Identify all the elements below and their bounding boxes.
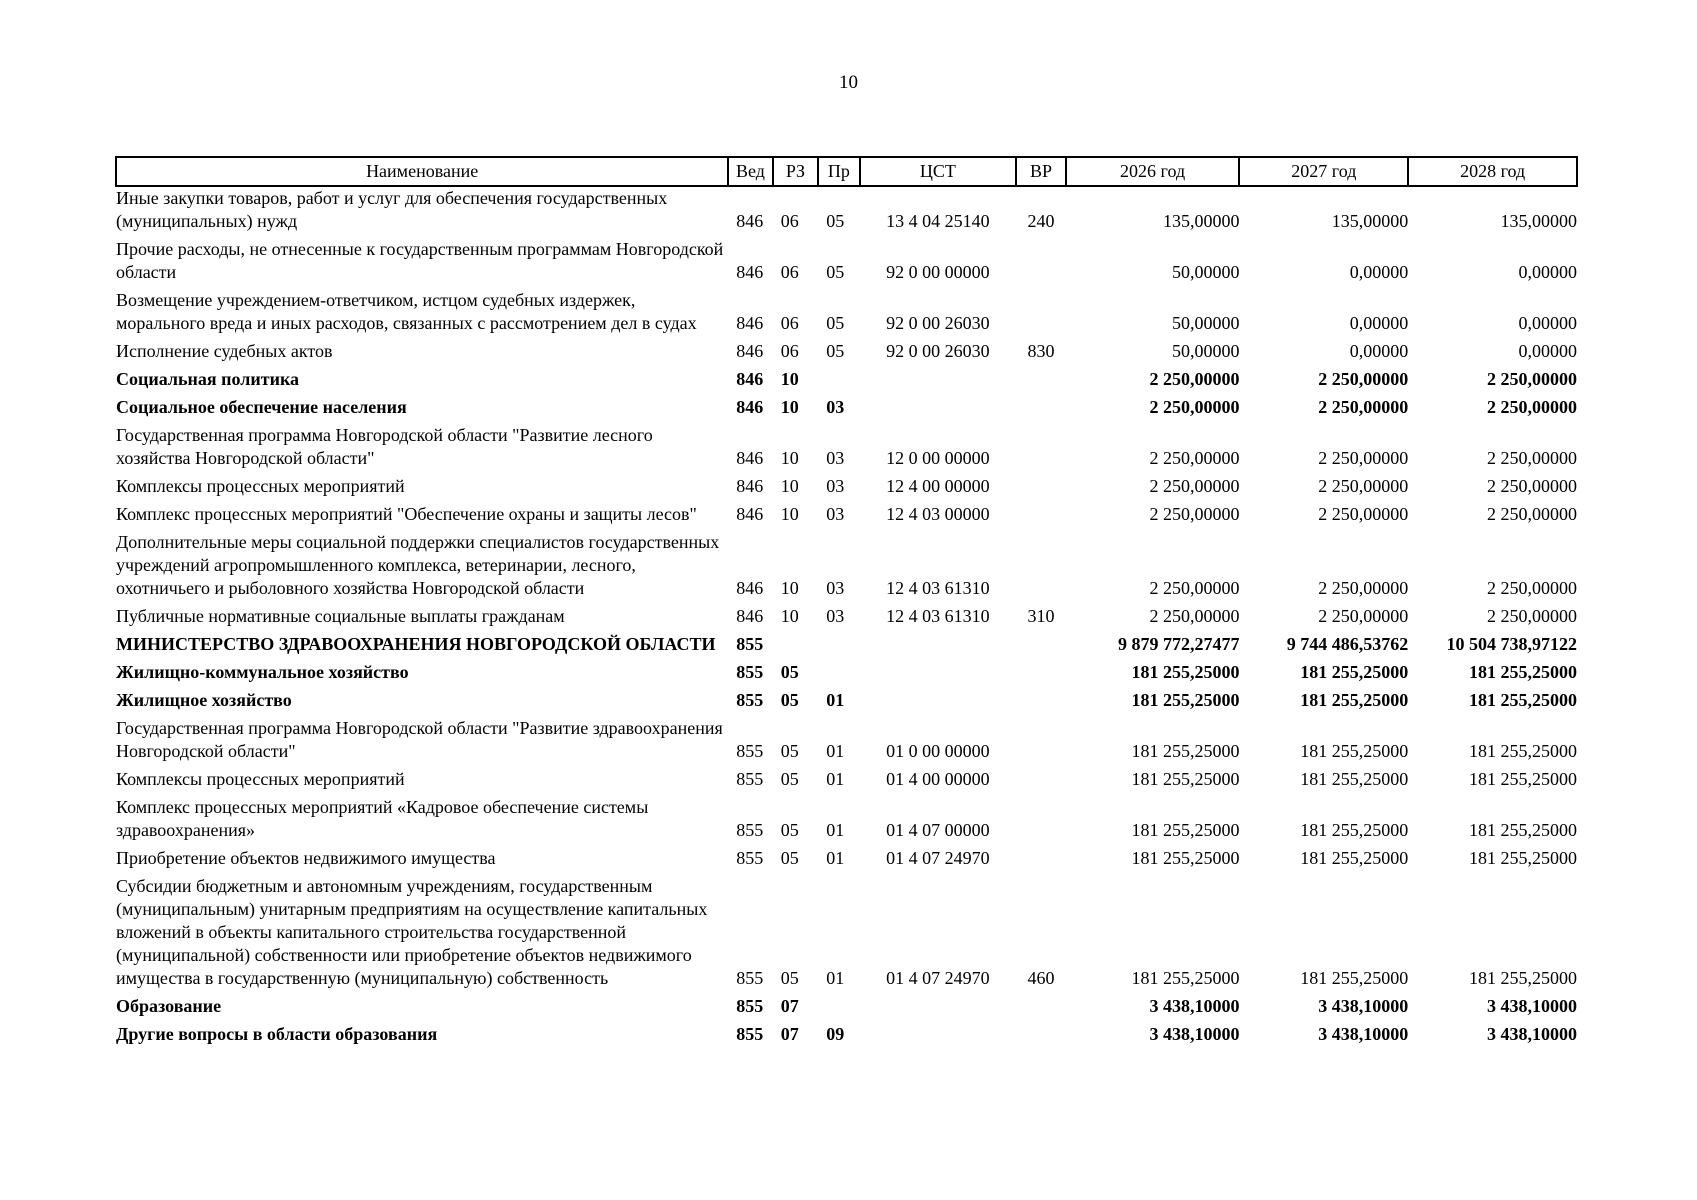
header-2026: 2026 год <box>1066 157 1240 186</box>
header-pr: Пр <box>818 157 859 186</box>
cell-vr <box>1016 470 1066 498</box>
cell-2028: 0,00000 <box>1518 341 1577 361</box>
table-row <box>116 870 1577 990</box>
cell-cst <box>860 628 1017 656</box>
cell-2028: 181 255,25000 <box>1469 769 1577 789</box>
cell-ved: 846 <box>736 341 764 361</box>
cell-pr: 03 <box>826 606 845 626</box>
cell-pr: 03 <box>826 476 845 496</box>
cell-2028: 181 255,25000 <box>1469 848 1577 868</box>
cell-vr <box>1016 1018 1066 1046</box>
cell-name: Комплексы процессных мероприятий <box>116 769 405 789</box>
cell-vr: 830 <box>1027 341 1055 361</box>
table-header-row <box>116 157 1577 186</box>
cell-2028: 3 438,10000 <box>1487 996 1577 1016</box>
cell-2026: 135,00000 <box>1162 211 1240 231</box>
table-row <box>116 600 1577 628</box>
cell-pr: 05 <box>826 313 845 333</box>
cell-2027: 9 744 486,53762 <box>1286 634 1409 654</box>
cell-vr: 240 <box>1027 211 1055 231</box>
table-row <box>116 186 1577 233</box>
cell-vr <box>1016 684 1066 712</box>
cell-2026: 3 438,10000 <box>1149 1024 1240 1044</box>
cell-rz: 06 <box>780 313 799 333</box>
cell-vr: 460 <box>1027 968 1055 988</box>
cell-vr <box>1016 391 1066 419</box>
cell-pr <box>818 656 859 684</box>
cell-cst: 12 4 00 00000 <box>886 476 990 496</box>
cell-vr <box>1016 363 1066 391</box>
cell-2028: 2 250,00000 <box>1487 578 1577 598</box>
cell-2026: 3 438,10000 <box>1149 996 1240 1016</box>
cell-2026: 2 250,00000 <box>1149 504 1240 524</box>
cell-rz: 05 <box>780 741 799 761</box>
header-cst: ЦСТ <box>860 157 1017 186</box>
cell-rz <box>773 628 818 656</box>
cell-2027: 181 255,25000 <box>1300 662 1409 682</box>
cell-cst: 12 4 03 61310 <box>886 606 990 626</box>
cell-cst <box>860 1018 1017 1046</box>
cell-rz: 06 <box>780 211 799 231</box>
table-row <box>116 233 1577 284</box>
cell-2026: 9 879 772,27477 <box>1117 634 1240 654</box>
cell-2027: 181 255,25000 <box>1300 690 1409 710</box>
cell-cst: 01 4 00 00000 <box>886 769 990 789</box>
cell-2026: 2 250,00000 <box>1149 606 1240 626</box>
cell-rz: 10 <box>780 504 799 524</box>
header-ved: Вед <box>728 157 772 186</box>
table-row <box>116 419 1577 470</box>
cell-pr: 09 <box>826 1024 845 1044</box>
cell-pr: 01 <box>826 968 845 988</box>
table-row <box>116 470 1577 498</box>
cell-2027: 2 250,00000 <box>1318 369 1409 389</box>
cell-2026: 181 255,25000 <box>1131 968 1240 988</box>
cell-name: Комплекс процессных мероприятий "Обеспечение охраны и защиты лесов" <box>116 504 697 524</box>
cell-2028: 2 250,00000 <box>1487 504 1577 524</box>
cell-2026: 181 255,25000 <box>1131 690 1240 710</box>
cell-pr: 03 <box>826 397 845 417</box>
table-row <box>116 1018 1577 1046</box>
cell-2027: 181 255,25000 <box>1300 769 1409 789</box>
cell-cst: 12 4 03 00000 <box>886 504 990 524</box>
cell-rz: 10 <box>780 606 799 626</box>
cell-2028: 2 250,00000 <box>1487 369 1577 389</box>
cell-vr <box>1016 526 1066 600</box>
cell-vr <box>1016 990 1066 1018</box>
cell-2027: 181 255,25000 <box>1300 820 1409 840</box>
cell-vr <box>1016 842 1066 870</box>
cell-rz: 05 <box>780 968 799 988</box>
cell-cst: 01 4 07 24970 <box>886 968 990 988</box>
cell-cst <box>860 391 1017 419</box>
cell-2028: 135,00000 <box>1500 211 1577 231</box>
cell-pr: 05 <box>826 262 845 282</box>
cell-cst <box>860 684 1017 712</box>
cell-rz: 05 <box>780 690 799 710</box>
cell-2026: 181 255,25000 <box>1131 662 1240 682</box>
cell-2026: 2 250,00000 <box>1149 578 1240 598</box>
cell-name: Прочие расходы, не отнесенные к государственным программам Новгородской области <box>116 239 724 282</box>
cell-vr <box>1016 419 1066 470</box>
table-row <box>116 712 1577 763</box>
cell-2026: 2 250,00000 <box>1149 369 1240 389</box>
cell-rz: 05 <box>780 848 799 868</box>
cell-2026: 181 255,25000 <box>1131 848 1240 868</box>
cell-ved: 846 <box>736 397 764 417</box>
cell-ved: 846 <box>736 369 764 389</box>
cell-cst: 01 4 07 00000 <box>886 820 990 840</box>
table-row <box>116 842 1577 870</box>
cell-name: Государственная программа Новгородской области "Развитие лесного хозяйства Новгородской области" <box>116 425 653 468</box>
cell-pr: 01 <box>826 848 845 868</box>
cell-cst <box>860 363 1017 391</box>
cell-vr <box>1016 498 1066 526</box>
cell-rz: 10 <box>780 476 799 496</box>
cell-rz: 05 <box>780 820 799 840</box>
cell-ved: 855 <box>736 690 764 710</box>
cell-ved: 855 <box>736 820 764 840</box>
cell-2027: 2 250,00000 <box>1318 448 1409 468</box>
cell-ved: 855 <box>736 968 764 988</box>
cell-cst <box>860 656 1017 684</box>
cell-pr: 01 <box>826 690 845 710</box>
cell-ved: 846 <box>736 578 764 598</box>
cell-2027: 2 250,00000 <box>1318 397 1409 417</box>
cell-ved: 855 <box>736 1024 764 1044</box>
cell-ved: 846 <box>736 313 764 333</box>
cell-cst: 92 0 00 00000 <box>886 262 990 282</box>
cell-rz: 07 <box>780 1024 799 1044</box>
cell-pr <box>818 363 859 391</box>
cell-name: Социальное обеспечение населения <box>116 397 407 417</box>
cell-2027: 181 255,25000 <box>1300 741 1409 761</box>
table-row <box>116 656 1577 684</box>
cell-2026: 2 250,00000 <box>1149 397 1240 417</box>
cell-2028: 181 255,25000 <box>1469 820 1577 840</box>
header-name: Наименование <box>116 157 728 186</box>
cell-pr: 01 <box>826 820 845 840</box>
cell-pr: 01 <box>826 769 845 789</box>
table-row <box>116 498 1577 526</box>
cell-cst: 92 0 00 26030 <box>886 313 990 333</box>
table-row <box>116 391 1577 419</box>
cell-cst: 13 4 04 25140 <box>886 211 990 231</box>
cell-vr <box>1016 791 1066 842</box>
cell-2027: 2 250,00000 <box>1318 606 1409 626</box>
cell-2027: 2 250,00000 <box>1318 504 1409 524</box>
cell-name: Образование <box>116 996 222 1016</box>
cell-2027: 0,00000 <box>1349 262 1409 282</box>
cell-cst: 12 4 03 61310 <box>886 578 990 598</box>
cell-2028: 181 255,25000 <box>1469 741 1577 761</box>
table-body <box>116 186 1577 1046</box>
cell-ved: 855 <box>736 769 764 789</box>
cell-pr: 03 <box>826 504 845 524</box>
cell-2028: 2 250,00000 <box>1487 476 1577 496</box>
cell-ved: 855 <box>736 996 764 1016</box>
cell-rz: 05 <box>780 769 799 789</box>
cell-ved: 846 <box>736 211 764 231</box>
cell-2026: 50,00000 <box>1171 313 1240 333</box>
cell-pr: 03 <box>826 578 845 598</box>
table-row <box>116 791 1577 842</box>
cell-2027: 3 438,10000 <box>1318 996 1409 1016</box>
cell-ved: 846 <box>736 504 764 524</box>
cell-2028: 3 438,10000 <box>1487 1024 1577 1044</box>
cell-2026: 181 255,25000 <box>1131 820 1240 840</box>
table-row <box>116 684 1577 712</box>
cell-name: Комплексы процессных мероприятий <box>116 476 405 496</box>
cell-ved: 855 <box>736 741 764 761</box>
cell-vr <box>1016 712 1066 763</box>
cell-cst: 01 0 00 00000 <box>886 741 990 761</box>
cell-2026: 181 255,25000 <box>1131 741 1240 761</box>
cell-cst: 92 0 00 26030 <box>886 341 990 361</box>
cell-2026: 181 255,25000 <box>1131 769 1240 789</box>
cell-2028: 0,00000 <box>1518 313 1577 333</box>
cell-rz: 07 <box>780 996 799 1016</box>
cell-pr: 05 <box>826 341 845 361</box>
cell-name: МИНИСТЕРСТВО ЗДРАВООХРАНЕНИЯ НОВГОРОДСКОЙ ОБЛАСТИ <box>116 634 716 654</box>
cell-2028: 181 255,25000 <box>1469 662 1577 682</box>
table-row <box>116 990 1577 1018</box>
cell-vr <box>1016 284 1066 335</box>
cell-2026: 2 250,00000 <box>1149 448 1240 468</box>
cell-ved: 846 <box>736 262 764 282</box>
cell-pr <box>818 628 859 656</box>
cell-rz: 05 <box>780 662 799 682</box>
page-number: 10 <box>839 72 858 93</box>
cell-ved: 855 <box>736 634 764 654</box>
cell-2027: 181 255,25000 <box>1300 968 1409 988</box>
cell-cst: 12 0 00 00000 <box>886 448 990 468</box>
cell-name: Жилищно-коммунальное хозяйство <box>116 662 409 682</box>
cell-name: Исполнение судебных актов <box>116 341 333 361</box>
cell-pr: 03 <box>826 448 845 468</box>
table-row <box>116 628 1577 656</box>
cell-pr: 01 <box>826 741 845 761</box>
cell-2028: 2 250,00000 <box>1487 448 1577 468</box>
table-row <box>116 363 1577 391</box>
cell-vr <box>1016 628 1066 656</box>
cell-2027: 2 250,00000 <box>1318 476 1409 496</box>
cell-cst <box>860 990 1017 1018</box>
cell-2026: 50,00000 <box>1171 341 1240 361</box>
cell-rz: 10 <box>780 369 799 389</box>
table-row <box>116 763 1577 791</box>
cell-vr: 310 <box>1027 606 1055 626</box>
cell-name: Другие вопросы в области образования <box>116 1024 438 1044</box>
cell-pr <box>818 990 859 1018</box>
cell-name: Субсидии бюджетным и автономным учреждениям, государственным (муниципальным) унитарным предприятиям на осуществление капитальных вложений в объекты капитального строительства государственной (муниципальной) собственности или приобретение объектов недвижимого имущества в государственную (муниципальную) собственность <box>116 876 708 988</box>
cell-ved: 855 <box>736 848 764 868</box>
cell-2027: 0,00000 <box>1349 341 1409 361</box>
budget-table <box>115 156 1578 1046</box>
cell-2028: 181 255,25000 <box>1469 968 1577 988</box>
table-row <box>116 335 1577 363</box>
cell-2026: 50,00000 <box>1171 262 1240 282</box>
cell-2027: 2 250,00000 <box>1318 578 1409 598</box>
cell-2027: 181 255,25000 <box>1300 848 1409 868</box>
cell-vr <box>1016 656 1066 684</box>
cell-2027: 0,00000 <box>1349 313 1409 333</box>
cell-rz: 10 <box>780 448 799 468</box>
cell-2028: 2 250,00000 <box>1487 606 1577 626</box>
header-2028: 2028 год <box>1408 157 1577 186</box>
cell-pr: 05 <box>826 211 845 231</box>
cell-name: Возмещение учреждением-ответчиком, истцом судебных издержек, морального вреда и иных расходов, связанных с рассмотрением дел в судах <box>116 290 697 333</box>
cell-name: Приобретение объектов недвижимого имущества <box>116 848 496 868</box>
cell-ved: 846 <box>736 476 764 496</box>
cell-name: Дополнительные меры социальной поддержки специалистов государственных учреждений агропромышленного комплекса, ветеринарии, лесного, охотничьего и рыболовного хозяйства Новгородской области <box>116 532 720 598</box>
cell-vr <box>1016 233 1066 284</box>
cell-cst: 01 4 07 24970 <box>886 848 990 868</box>
cell-2028: 2 250,00000 <box>1487 397 1577 417</box>
header-vr: ВР <box>1016 157 1066 186</box>
table-row <box>116 284 1577 335</box>
cell-vr <box>1016 763 1066 791</box>
cell-ved: 855 <box>736 662 764 682</box>
table-row <box>116 526 1577 600</box>
cell-2027: 3 438,10000 <box>1318 1024 1409 1044</box>
cell-name: Социальная политика <box>116 369 300 389</box>
cell-2028: 181 255,25000 <box>1469 690 1577 710</box>
header-rz: РЗ <box>773 157 818 186</box>
header-2027: 2027 год <box>1239 157 1408 186</box>
cell-ved: 846 <box>736 448 764 468</box>
cell-2028: 0,00000 <box>1518 262 1577 282</box>
cell-rz: 06 <box>780 262 799 282</box>
cell-name: Комплекс процессных мероприятий «Кадровое обеспечение системы здравоохранения» <box>116 797 649 840</box>
cell-name: Публичные нормативные социальные выплаты гражданам <box>116 606 565 626</box>
cell-name: Иные закупки товаров, работ и услуг для обеспечения государственных (муниципальных) нужд <box>116 188 668 231</box>
cell-rz: 10 <box>780 578 799 598</box>
cell-2028: 10 504 738,97122 <box>1446 634 1577 654</box>
cell-ved: 846 <box>736 606 764 626</box>
cell-rz: 10 <box>780 397 799 417</box>
cell-name: Государственная программа Новгородской области "Развитие здравоохранения Новгородской области" <box>116 718 723 761</box>
cell-name: Жилищное хозяйство <box>116 690 292 710</box>
cell-2026: 2 250,00000 <box>1149 476 1240 496</box>
cell-2027: 135,00000 <box>1331 211 1409 231</box>
cell-rz: 06 <box>780 341 799 361</box>
